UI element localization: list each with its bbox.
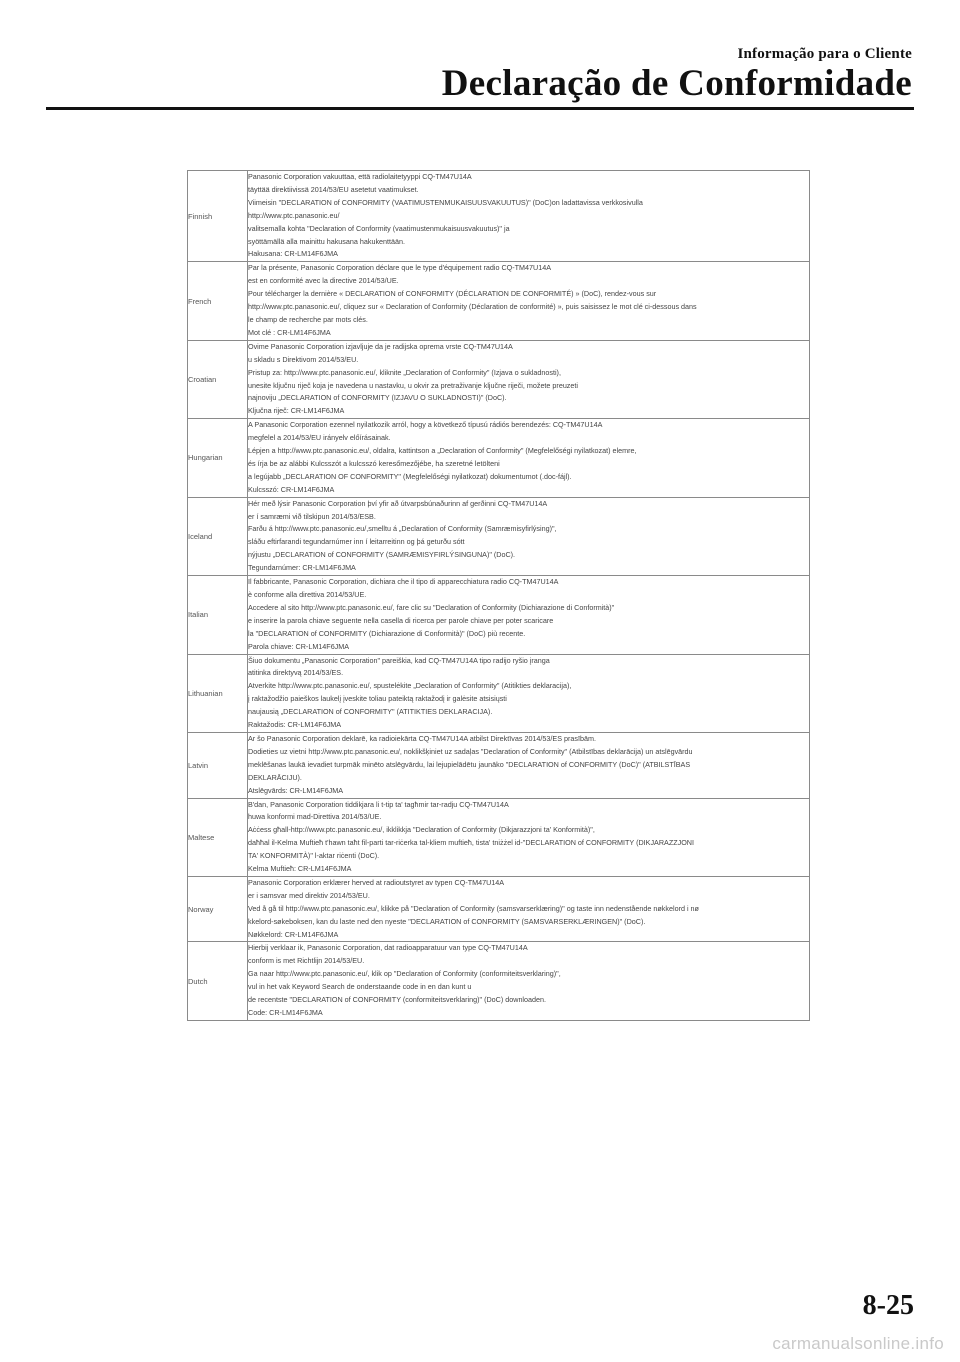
declaration-line: Kelma Muftieħ: CR-LM14F6JMA [248,864,352,874]
declaration-line: Code: CR-LM14F6JMA [248,1008,323,1017]
declaration-line: http://www.ptc.panasonic.eu/ [248,210,340,220]
declaration-line: Ovime Panasonic Corporation izjavljuje da je radijska oprema vrste CQ-TM47U14A [248,341,513,351]
table-row [188,654,810,732]
declaration-line: de recentste "DECLARATION of CONFORMITY (conformiteitsverklaring)" (DoC) downloaden. [248,995,547,1005]
declaration-line: sláðu eftirfarandi tegundarnúmer inn í leitarreitinn og þá geturðu sótt [248,537,465,547]
table-row [188,262,810,340]
page-number: 8-25 [862,1290,914,1321]
declaration-line: huwa konformi mad-Direttiva 2014/53/UE. [248,812,382,822]
declaration-text-cell [248,732,810,798]
declaration-text-cell [248,262,810,340]
declaration-text-cell [248,798,810,876]
declaration-line: Hakusana: CR-LM14F6JMA [248,249,338,259]
declaration-line: conform is met Richtlijn 2014/53/EU. [248,956,365,966]
declaration-line: megfelel a 2014/53/EU irányelv előírásainak. [248,433,391,443]
watermark: carmanualsonline.info [772,1334,944,1353]
declaration-line: najnoviju „DECLARATION of CONFORMITY (IZJAVU O SUKLADNOSTI)" (DoC). [248,393,507,403]
declaration-line: a legújabb „DECLARATION OF CONFORMITY" (Megfelelőségi nyilatkozat) dokumentumot (.doc-fájl). [248,471,572,481]
declaration-line: atitinka direktyvą 2014/53/ES. [248,668,344,678]
declaration-line: le champ de recherche par mots clés. [248,314,368,324]
table-row [188,942,810,1020]
declaration-line: e inserire la parola chiave seguente nella casella di ricerca per parole chiave per poter scaricare [248,615,554,625]
declaration-line: daħħal il-Kelma Muftieħ t'hawn taħt fil-parti tar-riċerka tal-kliem muftieħ, tista' tniżżel id-"DECLARATION of CONFORMITY (DIKJARAZZJONI [248,838,694,848]
declaration-line: Ar šo Panasonic Corporation deklarē, ka radioiekārta CQ-TM47U14A atbilst Direktīvas 2014/53/ES prasībām. [248,733,596,743]
declaration-text-cell [248,942,810,1020]
header-rule [46,107,914,110]
declaration-text-cell [248,576,810,654]
declaration-line: Viimeisin "DECLARATION of CONFORMITY (VAATIMUSTENMUKAISUUSVAKUUTUS)" (DoC)on ladattavissa verkkosivulla [248,197,643,207]
table-row [188,732,810,798]
language-cell: Croatian [188,340,248,418]
declaration-text-cell [248,340,810,418]
declaration-line: Parola chiave: CR-LM14F6JMA [248,641,350,651]
declaration-line: Atverkite http://www.ptc.panasonic.eu/, spustelėkite „Declaration of Conformity" (Atitikties deklaracija), [248,681,572,691]
declaration-line: Ved å gå til http://www.ptc.panasonic.eu/, klikke på "Declaration of Conformity (samsvarserklæring)" og taste inn nedenstående nøkkelord i nø [248,903,699,913]
declaration-line: syöttämällä alla mainittu hakusana hakukenttään. [248,236,406,246]
declaration-line: est en conformité avec la directive 2014/53/UE. [248,276,399,286]
declaration-line: täyttää direktiivissä 2014/53/EU asetetut vaatimukset. [248,184,419,194]
declaration-line: Dodieties uz vietni http://www.ptc.panasonic.eu/, noklikšķiniet uz sadaļas "Declaration of Conformity" (Atbilstības deklarācija) un atslēgvārdu [248,746,693,756]
declaration-line: Raktažodis: CR-LM14F6JMA [248,720,342,730]
declaration-line: nýjustu „DECLARATION of CONFORMITY (SAMRÆMISYFIRLÝSINGUNA)" (DoC). [248,550,516,560]
declaration-line: Ključna riječ: CR-LM14F6JMA [248,406,345,416]
table-row [188,798,810,876]
declaration-text-cell [248,876,810,942]
declaration-line: és írja be az alábbi Kulcsszót a kulcsszó keresőmezőjébe, ha szeretné letölteni [248,458,500,468]
declaration-line: B'dan, Panasonic Corporation tiddikjara li t-tip ta' tagħmir tar-radju CQ-TM47U14A [248,799,509,809]
declaration-line: Pristup za: http://www.ptc.panasonic.eu/, kliknite „Declaration of Conformity" (Izjava o sukladnosti), [248,367,561,377]
language-cell: Maltese [188,798,248,876]
declaration-line: è conforme alla direttiva 2014/53/UE. [248,590,367,599]
declaration-line: į raktažodžio paieškos laukelį įveskite toliau pateiktą raktažodį ir galėsite atsisiųsti [248,694,507,704]
language-cell: Norway [188,876,248,942]
declaration-line: Atslēgvārds: CR-LM14F6JMA [248,785,344,795]
table-row [188,876,810,942]
language-cell: Hungarian [188,419,248,497]
declaration-line: naujausią „DECLARATION of CONFORMITY" (ATITIKTIES DEKLARACIJA). [248,707,493,717]
declaration-line: er i samsvar med direktiv 2014/53/EU. [248,890,370,900]
declaration-line: kkelord-søkeboksen, kan du laste ned den nyeste "DECLARATION of CONFORMITY (SAMSVARSERKLÆRINGEN)" (DoC). [248,916,646,926]
declaration-text-cell [248,419,810,497]
language-cell: Finnish [188,171,248,262]
declaration-text-cell [248,497,810,575]
declaration-line: Panasonic Corporation erklærer herved at radioutstyret av typen CQ-TM47U14A [248,877,505,887]
declaration-line: Farðu á http://www.ptc.panasonic.eu/,smelltu á „Declaration of Conformity (Samræmisyfirlýsing)", [248,524,557,534]
declaration-line: u skladu s Direktivom 2014/53/EU. [248,354,359,364]
language-cell: French [188,262,248,340]
page-title: Declaração de Conformidade [441,63,912,104]
declaration-line: A Panasonic Corporation ezennel nyilatkozik arról, hogy a következő típusú rádiós berendezés: CQ-TM47U14A [248,420,603,430]
declaration-line: Hierbij verklaar ik, Panasonic Corporation, dat radioapparatuur van type CQ-TM47U14A [248,943,528,953]
table-row [188,340,810,418]
declaration-line: Lépjen a http://www.ptc.panasonic.eu/, oldalra, kattintson a „Declaration of Conformity" (Megfelelőségi nyilatkozat) elemre, [248,446,637,456]
page-header [0,0,960,120]
section-subtitle: Informação para o Cliente [737,46,912,62]
declaration-line: Par la présente, Panasonic Corporation déclare que le type d'équipement radio CQ-TM47U14A [248,263,552,273]
declaration-line: Hér með lýsir Panasonic Corporation því yfir að útvarpsbúnaðurinn af gerðinni CQ-TM47U14A [248,498,548,508]
declaration-line: la "DECLARATION of CONFORMITY (Dichiarazione di Conformità)" (DoC) più recente. [248,628,526,638]
declaration-line: Mot clé : CR-LM14F6JMA [248,327,331,337]
declaration-line: Nøkkelord: CR-LM14F6JMA [248,929,339,939]
declaration-line: Pour télécharger la dernière « DECLARATION of CONFORMITY (DÉCLARATION DE CONFORMITÉ) » (DoC), rendez-vous sur [248,289,657,299]
declaration-line: Ga naar http://www.ptc.panasonic.eu/, klik op "Declaration of Conformity (conformiteitsverklaring)", [248,969,561,979]
language-cell: Lithuanian [188,654,248,732]
declaration-line: Il fabbricante, Panasonic Corporation, dichiara che il tipo di apparecchiatura radio CQ-TM47U14A [248,577,559,587]
language-cell: Latvin [188,732,248,798]
conformity-table [187,170,810,1021]
declaration-line: Tegundarnúmer: CR-LM14F6JMA [248,563,356,573]
declaration-line: Aċċess għall-http://www.ptc.panasonic.eu/, ikklikkja "Declaration of Conformity (Dikjarazzjoni ta' Konformità)", [248,825,595,835]
declaration-line: Panasonic Corporation vakuuttaa, että radiolaitetyyppi CQ-TM47U14A [248,172,472,181]
declaration-line: http://www.ptc.panasonic.eu/, cliquez sur « Declaration of Conformity (Déclaration de conformité) », puis saisissez le mot clé ci-dessous dans [248,302,697,312]
conformity-table-body [188,171,810,1021]
table-row [188,576,810,654]
declaration-line: er í samræmi við tilskipun 2014/53/ESB. [248,511,376,521]
table-row [188,419,810,497]
declaration-line: DEKLARĀCIJU). [248,772,302,782]
declaration-text-cell [248,171,810,262]
table-row [188,171,810,262]
declaration-text-cell [248,654,810,732]
declaration-line: TA' KONFORMITÀ)" l-aktar riċenti (DoC). [248,851,380,861]
declaration-line: valitsemalla kohta "Declaration of Conformity (vaatimustenmukaisuusvakuutus)" ja [248,223,510,233]
declaration-line: meklēšanas laukā ievadiet turpmāk minēto atslēgvārdu, lai lejupielādētu jaunāko "DECLARATION of CONFORMITY (DoC)" (ATBILSTĪBAS [248,759,691,769]
declaration-line: vul in het vak Keyword Search de onderstaande code in en dan kunt u [248,982,472,992]
table-row [188,497,810,575]
language-cell: Iceland [188,497,248,575]
language-cell: Dutch [188,942,248,1020]
declaration-line: Kulcsszó: CR-LM14F6JMA [248,484,335,494]
declaration-line: Šiuo dokumentu „Panasonic Corporation" pareiškia, kad CQ-TM47U14A tipo radijo ryšio įranga [248,655,550,665]
language-cell: Italian [188,576,248,654]
declaration-line: unesite ključnu riječ koja je navedena u nastavku, u okvir za pretraživanje ključne riječi, možete preuzeti [248,380,578,390]
declaration-line: Accedere al sito http://www.ptc.panasonic.eu/, fare clic su "Declaration of Conformity (Dichiarazione di Conformità)" [248,602,615,612]
